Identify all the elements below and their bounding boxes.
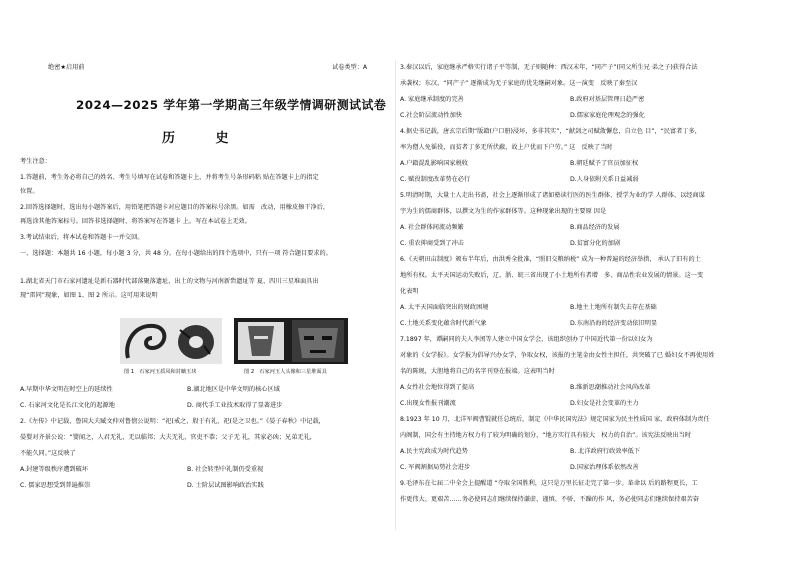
q5-stem-a: 5.明清时期，大量士人走出书斋，社会上逐渐形成了诸如塾读行医的医生群体、授学为业的学 人群体、以经商谋 bbox=[400, 192, 705, 199]
q6-stem-c: 化表明 bbox=[400, 288, 419, 295]
q4-option-c: C. 赋役制度改革势在必行 bbox=[400, 176, 471, 183]
q6-option-a: A. 太平天国面临突出的财政困境 bbox=[400, 304, 489, 311]
note-2b: 再选涂其他答案标号。回答非选择题时，将答案写在答题卡 上。写在本试卷上无效。 bbox=[20, 218, 251, 225]
q7-option-a: A.女性社会地位得到了提高 bbox=[400, 384, 475, 391]
q1-option-b: B.湖北地区是中华文明的核心区域 bbox=[187, 386, 280, 393]
q5-stem-b: 宇为生的儒商群体，以撰文为生的作家群体等。这种现象出现的主要原 因是 bbox=[400, 208, 607, 215]
right-column bbox=[400, 0, 778, 562]
q7-option-d: D.妇女是社会变革的主力 bbox=[570, 400, 639, 407]
jade-phoenix-image bbox=[120, 318, 222, 364]
q8-stem-a: 8.1923 年 10 月，北洋军阀曹锟就任总统后，制定《中华民国宪法》规定国家为民主性质国 家，政府体制为责任 bbox=[400, 416, 710, 423]
secret-mark: 绝密★启用前 bbox=[48, 64, 85, 71]
q1-option-a: A.早期中华文明在时空上的延续性 bbox=[20, 386, 113, 393]
q9-stem-a: 9.毛泽东在七届二中全会上提醒道 “夺取全国胜利，这只是万里长征走完了第一步。革命以 后的路程更长，工 bbox=[400, 480, 698, 487]
q7-stem-a: 7.1897 年，谭嗣同的夫人李闰等人建立中国女学会，该组织创办了中国近代第一份以妇女为 bbox=[400, 336, 653, 343]
figure-2-caption: 图 2 石家河玉人头像和三星堆面具 bbox=[244, 369, 327, 375]
page-title: 2024—2025 学年第一学期高三年级学情调研测试试卷 bbox=[76, 98, 387, 112]
q3-option-c: C.社会阶层流动性加快 bbox=[400, 112, 462, 119]
q2-stem-a: 2.《左传》中记载，鲁国大夫臧文仲对鲁僖公说明：“祀(戒之，殷于有礼，祀(是之卫也。”《晏子春秋》中记载， bbox=[20, 418, 325, 425]
q1-stem-a: 1.湖北省天门市石家河遗址是新石器时代部落聚落遗址，出土的文物与河南新砦遗址等 夏、四川三星堆面具出 bbox=[20, 278, 319, 285]
q7-stem-c: 名的陈规，大胆地将自己的名字刊登在报端。这表明当时 bbox=[400, 368, 555, 375]
left-column bbox=[12, 0, 390, 562]
q7-option-b: B.维新思潮推动社会风尚改革 bbox=[570, 384, 651, 391]
q3-option-b: B.政府对基层管理日趋严密 bbox=[570, 96, 645, 103]
column-divider bbox=[395, 60, 396, 530]
jade-head-and-mask-image bbox=[234, 318, 348, 364]
q2-option-c: C. 儒家思想受到普遍推崇 bbox=[20, 482, 91, 489]
q2-stem-c: 不能久同。”这反映了 bbox=[20, 450, 76, 457]
q3-option-d: D.儒家家庭伦理观念的强化 bbox=[570, 112, 645, 119]
figure-1-caption: 图 1 石家河玉质凤和封螭玉玦 bbox=[124, 369, 197, 375]
q8-option-b: B. 北洋政府行政效率低下 bbox=[570, 448, 641, 455]
q8-stem-b: 内阁制，国会有主持地方权力有了较为明确的划分，“地方实行具有较大 权力的自治”。该宪法反映出当时 bbox=[400, 432, 692, 439]
note-1b: 位置。 bbox=[20, 188, 39, 195]
note-2a: 2.回答选择题时，选出每小题答案后，用铅笔把答题卡对应题目的答案标号涂黑。如需 改动，用橡皮擦干净后， bbox=[20, 204, 330, 211]
q4-option-d: D.人身依附关系日益减弱 bbox=[570, 176, 639, 183]
q1-stem-b: 现“雷同”现象，如图 1、图 2 所示。这可用来说明 bbox=[20, 292, 158, 299]
q4-option-a: A.户籍混乱影响国家税收 bbox=[400, 160, 468, 167]
figure-1 bbox=[120, 318, 222, 364]
q4-stem-a: 4.据史书记载，唐玄宗后期“版籍(户口册)浸坏，多非其实”，“献剑之司赋敛懈怠，自立色 目”，“民富者丁多， bbox=[400, 128, 701, 135]
q8-option-a: A.民主宪政成为时代趋势 bbox=[400, 448, 468, 455]
q9-stem-b: 作更伟大、更艰苦……务必使同志们继续保持谦虚、谨慎、不骄、不躁的作 风，务必使同志们继续保持艰苦奋 bbox=[400, 496, 699, 503]
q3-option-a: A. 家庭继承制度的完善 bbox=[400, 96, 464, 103]
q2-option-a: A.封建等级秩序遭到破坏 bbox=[20, 466, 88, 473]
figure-2 bbox=[234, 318, 348, 364]
q8-option-d: D.国家治理体系依然改善 bbox=[570, 464, 639, 471]
note-1a: 1.答题前，考生务必将自己的姓名、考生号填写在试卷和答题卡上，并将考生号条形码粘 贴在答题卡上的指定 bbox=[20, 174, 319, 181]
q5-option-b: B.商品经济的发展 bbox=[570, 224, 620, 231]
q6-stem-b: 地所有权。太平天国运动失败后，辽、浙、皖三省出现了小土地所有者增 多、商品性农业发展的情景。这一变 bbox=[400, 272, 704, 279]
q6-option-c: C.土地关系变化蕴含时代新气象 bbox=[400, 320, 487, 327]
subject-title: 历 史 bbox=[162, 131, 247, 146]
q7-option-c: C.出现女性报刊潮流 bbox=[400, 400, 456, 407]
q3-stem-b: 承袭权；东汉，“同产子” 逐渐成为无子家庭的优先继嗣对象。这一演变 反映了秦至汉 bbox=[400, 80, 638, 87]
q6-option-b: B.地主土地所有制失去存在基础 bbox=[570, 304, 657, 311]
q3-stem-a: 3.秦汉以后，家庭继承严格实行诸子平等制，无子则随种：西汉末年，“同产子”(同父所生兄 弟之子)获得合法 bbox=[400, 64, 698, 71]
note-3: 3.考试结束后，将本试卷和答题卡一并交回。 bbox=[20, 234, 144, 241]
q5-option-d: D.贫富分化的加剧 bbox=[570, 240, 621, 247]
q2-option-d: D. 士阶层试图影响政治实践 bbox=[187, 482, 264, 489]
q1-option-d: D. 商代手工业技术取得了显著进步 bbox=[187, 402, 283, 409]
notes-heading: 考生注意： bbox=[20, 158, 51, 165]
q5-option-c: C. 重农抑商受到了冲击 bbox=[400, 240, 464, 247]
q4-option-b: B.朝廷赋予了官员加征权 bbox=[570, 160, 639, 167]
q1-option-c: C. 石家河文化是长江文化的起源地 bbox=[20, 402, 115, 409]
q2-stem-b: 晏婴对齐景公说：“婴闻之，人君无礼，无以临邦；大夫无礼，官吏不恭；父子无 礼，其家必凶；兄弟无礼， bbox=[20, 434, 316, 441]
q6-stem-a: 6.《天朝田亩制度》颁布半年后，由洪秀全批准，“照旧交粮纳税” 成为一种普遍的经济举措， 承认了旧有的土 bbox=[400, 256, 701, 263]
q7-stem-b: 对象的《女学报》。女学报为倡导兴办女学，争取女权，该报的主笔金由女性主担任，共突破了已 婚妇女不再使用姓 bbox=[400, 352, 715, 359]
q8-option-c: C. 军阀割据局势社会进步 bbox=[400, 464, 471, 471]
q2-option-b: B. 社会转型中礼制仍受重视 bbox=[187, 466, 264, 473]
q6-option-d: D.东南沿海的经济变动依旧明显 bbox=[570, 320, 658, 327]
q5-option-a: A. 社会群体间流动频繁 bbox=[400, 224, 464, 231]
section-1-heading: 一、选择题：本题共 16 小题，每小题 3 分，共 48 分。在每小题给出的四个选项中，只有一项 符合题目要求的。 bbox=[20, 250, 332, 257]
q4-stem-b: 率为僧人免徭役，而贫者丁多无所伏蔽，故上户优而下户劳。” 这 反映了当时 bbox=[400, 144, 613, 151]
exam-type: 试卷类型：A bbox=[332, 64, 368, 71]
